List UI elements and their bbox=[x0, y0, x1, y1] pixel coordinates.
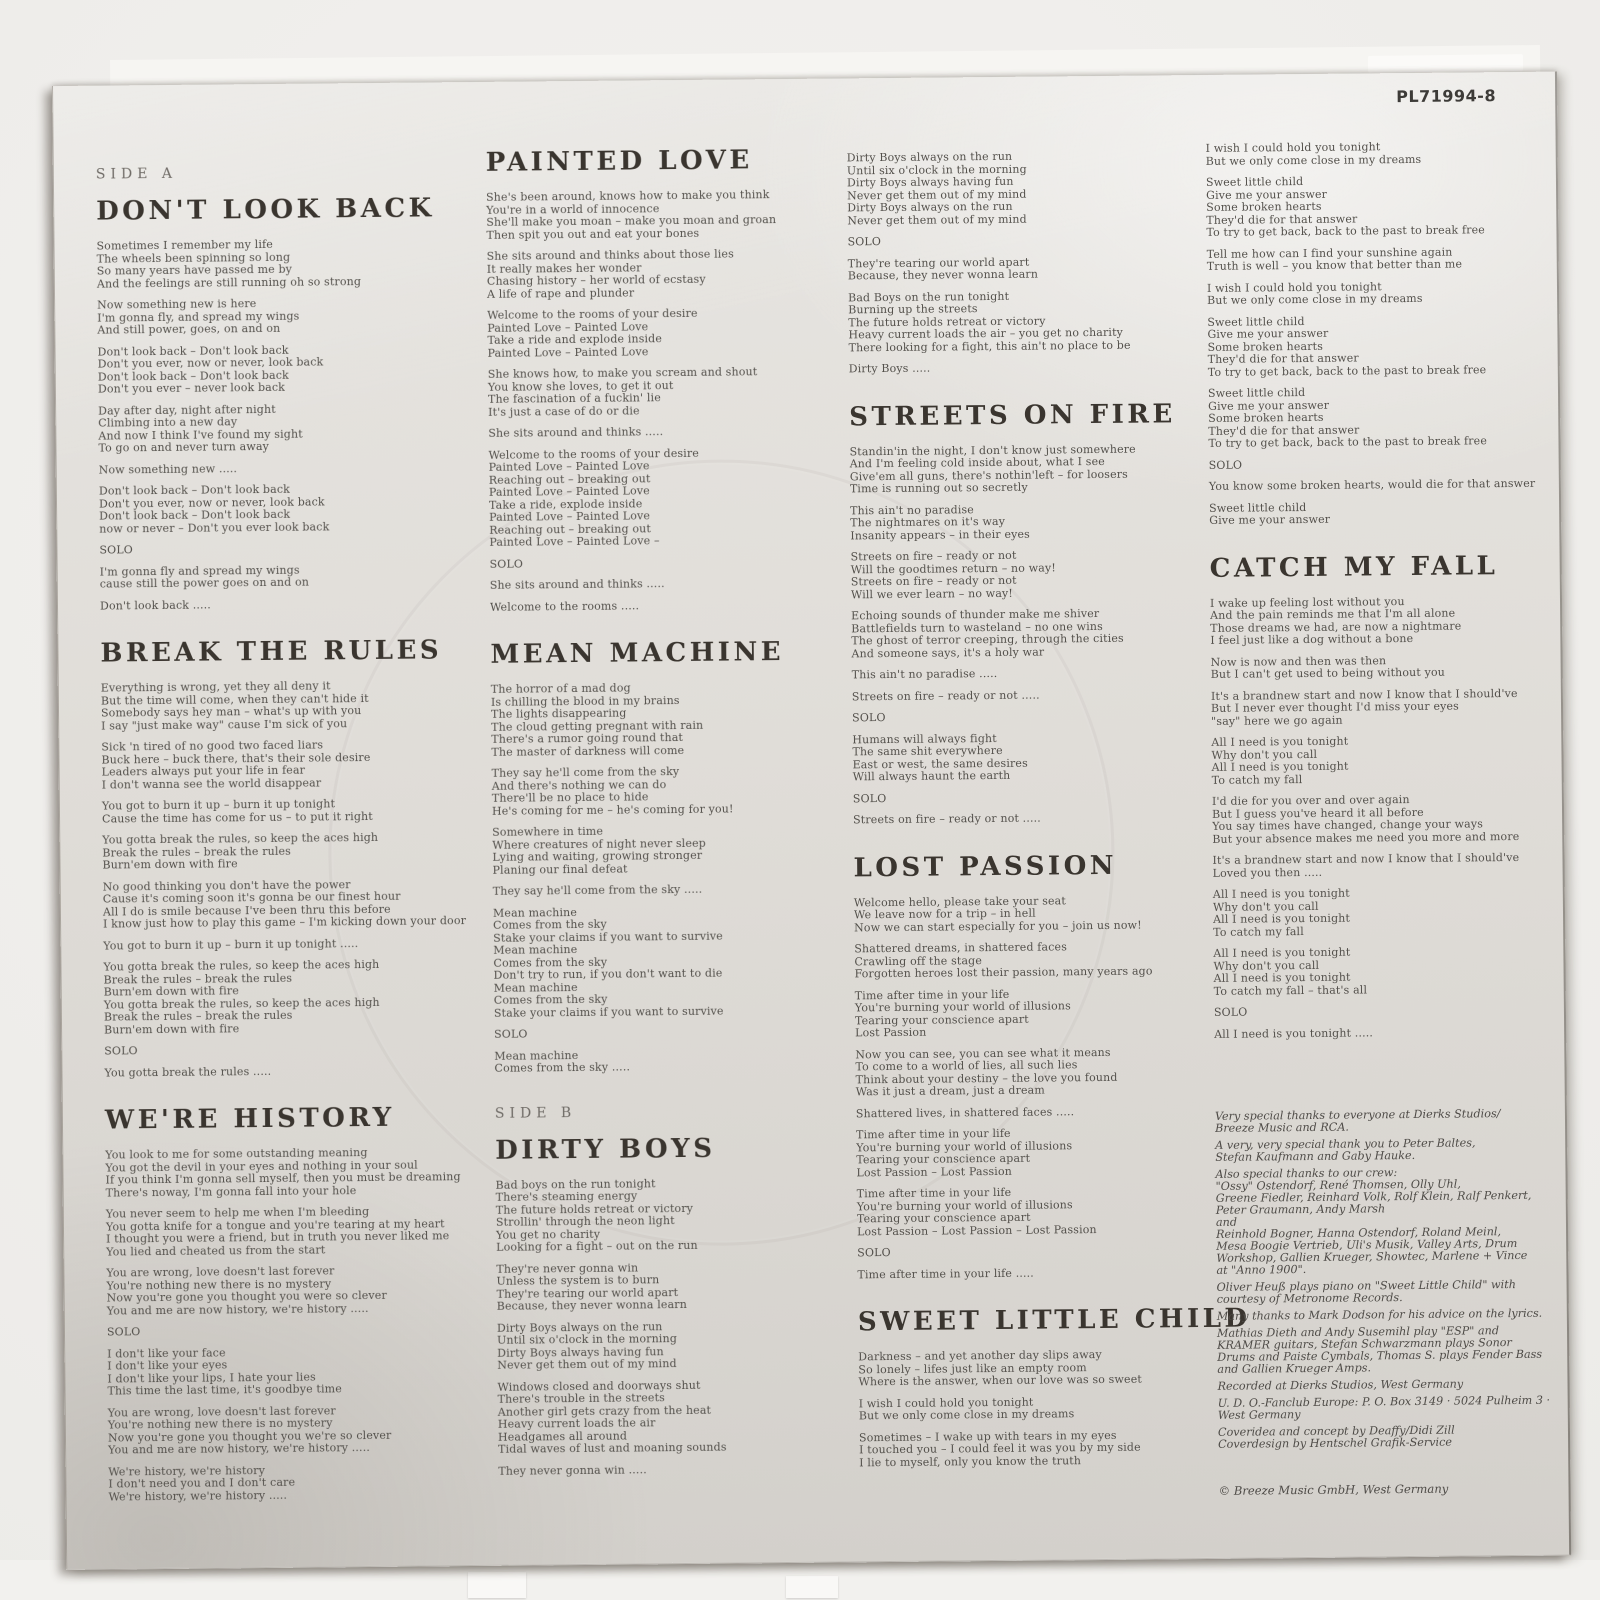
stanza: Don't look back – Don't look back Don't you ever, now or never, look back Don't look back – Don't look back Don't you ever – never look back bbox=[97, 343, 324, 396]
stanza: All I need is you tonight Why don't you call All I need is you tonight To catch my fall bbox=[1211, 734, 1349, 787]
stanza: Welcome to the rooms ..... bbox=[489, 598, 640, 614]
side-label: SIDE A bbox=[95, 165, 178, 183]
lyrics-column-4 bbox=[1206, 140, 1567, 1498]
song-title: SWEET LITTLE CHILD bbox=[857, 1303, 1251, 1338]
stanza: Now something new ..... bbox=[98, 461, 238, 477]
stanza: Mean machine Comes from the sky ..... bbox=[494, 1048, 631, 1075]
credit-paragraph: Also special thanks to our crew: "Ossy" Ostendorf, René Thomsen, Olly Uhl, Greene Fiedler, Reinhard Volk, Rolf Klein, Ralf Penkert, Peter Graumann, Andy Marsh and Reinhold Bogner, Hanna Ostendorf, Roland Meinl, Mesa Boogie Vertrieb, Uli's Musik, Valley Arts, Drum Workshop, Gallien Krueger, Showtec, Marlene + Vince at "Anno 1900". bbox=[1215, 1166, 1532, 1277]
stanza: No good thinking you don't have the power Cause it's coming soon it's gonna be our finest hour All I do is smile because I've been thru this before I know just how to play this game – I'm kicking down your door bbox=[102, 877, 467, 931]
stanza: Time after time in your life You're burning your world of illusions Tearing your conscience apart Lost Passion bbox=[854, 987, 1071, 1040]
stanza: It's a brandnew start and now I know that I should've But I never ever thought I'd miss your eyes "say" here we go again bbox=[1210, 686, 1518, 728]
stanza: The horror of a mad dog Is chilling the blood in my brains The lights disappearing The cloud getting pregnant with rain There's a rumor going round that The master of darkness will come bbox=[490, 681, 704, 759]
stanza: Streets on fire – ready or not Will the goodtimes return – no way! Streets on fire – ready or not Will we ever learn – no way! bbox=[850, 548, 1056, 601]
stanza: All I need is you tonight Why don't you call All I need is you tonight To catch my fall – that's all bbox=[1213, 945, 1368, 998]
credit-paragraph: Many thanks to Mark Dodson for his advice on the lyrics. bbox=[1216, 1306, 1543, 1323]
stanza: Bad boys on the run tonight There's steaming energy The future holds retreat or victory Strollin' through the neon light You get no charity Looking for a fight – out on the run bbox=[495, 1176, 698, 1254]
stanza: You gotta break the rules, so keep the aces high Break the rules – break the rules Burn'em down with fire You gotta break the rules, so keep the aces high Break the rules – break the rules Burn'em down with fire bbox=[103, 957, 380, 1037]
lyrics-column-1 bbox=[95, 163, 467, 1512]
stanza: You look to me for some outstanding meaning You got the devil in your eyes and nothing in your soul If you think I'm gonna sell myself, then you must be dreaming There's noway, I'm gonna fall into your hole bbox=[105, 1146, 461, 1200]
stanza: This ain't no paradise The nightmares on it's way Insanity appears – in their eyes bbox=[850, 502, 1030, 542]
stanza: This ain't no paradise ..... bbox=[851, 666, 998, 682]
stanza: I wish I could hold you tonight But we only come close in my dreams bbox=[1206, 279, 1423, 307]
stanza: She sits around and thinks ..... bbox=[488, 425, 664, 440]
credit-paragraph: Oliver Heuß plays piano on "Sweet Little Child" with courtesy of Metronome Records. bbox=[1216, 1278, 1516, 1306]
stanza: Standin'in the night, I don't know just somewhere And I'm feeling cold inside about, what I see Give'em all guns, there's nothin'left – for loosers Time is running out so secretly bbox=[849, 442, 1136, 496]
stanza: They never gonna win ..... bbox=[498, 1462, 647, 1478]
song-title: PAINTED LOVE bbox=[485, 145, 753, 178]
stanza: Day after day, night after night Climbing into a new day And now I think I've found my sight To go on and never turn away bbox=[98, 402, 303, 455]
stanza: SOLO bbox=[106, 1325, 141, 1339]
stanza: Sweet little child Give me your answer Some broken hearts They'd die for that answer To try to get back, back to the past to break free bbox=[1207, 314, 1487, 379]
stanza: All I need is you tonight ..... bbox=[1214, 1025, 1374, 1041]
song-title: LOST PASSION bbox=[853, 850, 1118, 883]
stanza: Echoing sounds of thunder make me shiver Battlefields turn to wasteland – no one wins The ghost of terror creeping, through the cities And someone says, it's a holy war bbox=[851, 606, 1124, 660]
stanza: Sick 'n tired of no good two faced liars Buck here – buck there, that's their sole desire Leaders always put your life in fear I don't wanna see the world disappear bbox=[101, 738, 371, 792]
stand-tab bbox=[786, 1576, 838, 1598]
stanza: Everything is wrong, yet they all deny it But the time will come, when they can't hide it Somebody says hey man – what's up with you I say "just make way" cause I'm sick of you bbox=[100, 679, 369, 733]
stanza: Now is now and then was then But I can't get used to being without you bbox=[1210, 653, 1446, 681]
stanza: I wish I could hold you tonight But we only come close in my dreams bbox=[858, 1395, 1075, 1423]
song-title: MEAN MACHINE bbox=[490, 637, 785, 670]
stanza: Tell me how can I find your sunshine again Truth is well – you know that better than me bbox=[1206, 245, 1463, 273]
stanza: Don't look back – Don't look back Don't you ever, now or never, look back Don't look back – Don't look back now or never – Don't you ever look back bbox=[98, 482, 330, 536]
stanza: Streets on fire – ready or not ..... bbox=[851, 688, 1040, 703]
stanza: Bad Boys on the run tonight Burning up the streets The future holds retreat or victory Heavy current loads the air – you get no charity There looking for a fight, this ain't no place to be bbox=[848, 289, 1131, 354]
stanza: She sits around and thinks about those lies It really makes her wonder Chasing history – her world of ecstasy A life of rape and plunder bbox=[486, 247, 734, 301]
stanza: You are wrong, love doesn't last forever You're nothing new there is no mystery Now you're gone you thought you were so clever You and me are now history, we're history ..... bbox=[106, 1264, 387, 1318]
credit-paragraph: A very, very special thank you to Peter Baltes, Stefan Kaufmann and Gaby Hauke. bbox=[1215, 1136, 1476, 1164]
stanza: Now something new is here I'm gonna fly, and spread my wings And still power, goes, on and on bbox=[97, 297, 300, 337]
stanza: Darkness – and yet another day slips away So lonely – lifes just like an empty room Where is the answer, when our love was so sweet bbox=[858, 1347, 1142, 1389]
stanza: Somewhere in time Where creatures of night never sleep Lying and waiting, growing stronger Planing our final defeat bbox=[492, 824, 706, 877]
stanza: Time after time in your life You're burning your world of illusions Tearing your conscience apart Lost Passion – Lost Passion bbox=[856, 1126, 1073, 1179]
copyright-line: © Breeze Music GmbH, West Germany bbox=[1218, 1481, 1449, 1498]
stanza: SOLO bbox=[857, 1246, 891, 1260]
stanza: SOLO bbox=[1208, 458, 1243, 472]
lyric-sheet bbox=[52, 72, 1571, 1570]
stanza: Sweet little child Give me your answer bbox=[1209, 500, 1331, 527]
stanza: She's been around, knows how to make you think You're in a world of innocence She'll make you moan – make you moan and groan Then spit you out and eat your bones bbox=[486, 188, 777, 242]
stanza: Shattered lives, in shattered faces ..... bbox=[855, 1104, 1075, 1120]
song-title: BREAK THE RULES bbox=[100, 635, 443, 669]
stanza: You got to burn it up – burn it up tonight ..... bbox=[103, 936, 359, 953]
stanza: Dirty Boys ..... bbox=[848, 361, 931, 376]
song-title: DON'T LOOK BACK bbox=[96, 193, 435, 227]
stanza: Time after time in your life You're burning your world of illusions Tearing your conscience apart Lost Passion – Lost Passion – Lost Passion bbox=[856, 1185, 1097, 1238]
side-label: SIDE B bbox=[494, 1104, 577, 1122]
stanza: I don't like your face I don't like your eyes I don't like your lips, I hate your lies This time the last time, it's goodbye time bbox=[107, 1345, 342, 1398]
credit-paragraph: U. D. O.-Fanclub Europe: P. O. Box 3149 · 5024 Pulheim 3 · West Germany bbox=[1217, 1393, 1551, 1422]
stanza: Sometimes – I wake up with tears in my eyes I touched you – I could feel it was you by my side I lie to myself, only you know the truth bbox=[858, 1428, 1141, 1469]
stanza: I wake up feeling lost without you And the pain reminds me that I'm all alone Those dreams we had, are now a nightmare I feel just like a dog without a bone bbox=[1209, 594, 1462, 647]
stanza: Shattered dreams, in shattered faces Crawling off the stage Forgotten heroes lost their passion, many years ago bbox=[854, 940, 1153, 981]
stanza: They're tearing our world apart Because, they never wonna learn bbox=[847, 255, 1039, 283]
stanza: You are wrong, love doesn't last forever You're nothing new there is no mystery Now you're gone you thought you we're so clever You and me are now history, we're history ..... bbox=[107, 1403, 392, 1457]
stanza: You know some broken hearts, would die for that answer bbox=[1208, 476, 1536, 493]
stanza: She sits around and thinks ..... bbox=[489, 577, 665, 592]
inner-liner-sliver bbox=[1368, 54, 1523, 73]
stanza: Time after time in your life ..... bbox=[857, 1266, 1034, 1281]
stanza: Don't look back ..... bbox=[99, 597, 211, 613]
stanza: SOLO bbox=[847, 235, 882, 249]
stanza: You gotta break the rules ..... bbox=[104, 1064, 272, 1080]
stanza: They say he'll come from the sky ..... bbox=[492, 882, 703, 898]
stanza: Dirty Boys always on the run Until six o'clock in the morning Dirty Boys always having fun Never get them out of my mind Dirty Boys always on the run Never get them out of my mind bbox=[846, 149, 1027, 227]
stanza: They're never gonna win Unless the system is to burn They're tearing our world apart Because, they never wonna learn bbox=[496, 1260, 687, 1313]
stanza: SOLO bbox=[852, 711, 886, 725]
stanza: Welcome to the rooms of your desire Painted Love – Painted Love Reaching out – breaking out Painted Love – Painted Love Take a ride, explode inside Painted Love – Painted Love Reaching out – breaking out Painted Love – Painted Love – bbox=[488, 446, 700, 549]
stanza: SOLO bbox=[852, 791, 887, 805]
stanza: Humans will always fight The same shit everywhere East or west, the same desires Will always haunt the earth bbox=[852, 731, 1028, 784]
catalog-number: PL71994-8 bbox=[1396, 86, 1497, 107]
stanza: It's a brandnew start and now I know that I should've Loved you then ..... bbox=[1212, 850, 1520, 880]
stanza: I'm gonna fly and spread my wings cause still the power goes on and on bbox=[99, 563, 310, 591]
stanza: Sometimes I remember my life The wheels been spinning so long So many years have passed me by And the feelings are still running oh so strong bbox=[96, 237, 362, 291]
credit-paragraph: Recorded at Dierks Studios, West Germany bbox=[1217, 1377, 1464, 1393]
stanza: Mean machine Comes from the sky Stake your claims if you want to survive Mean machine Comes from the sky Don't try to run, if you don't want to die Mean machine Comes from the sky Stake your claims if you want to survive bbox=[492, 905, 724, 1020]
stanza: SOLO bbox=[489, 557, 524, 571]
stanza: All I need is you tonight Why don't you call All I need is you tonight To catch my fall bbox=[1212, 886, 1351, 939]
stanza: I'd die for you over and over again But I guess you've heard it all before You say times have changed, change your ways But your absence makes me need you more and more bbox=[1211, 793, 1520, 846]
stanza: We're history, we're history I don't need you and I don't care We're history, we're history ..... bbox=[108, 1463, 296, 1504]
credit-paragraph: Very special thanks to everyone at Dierks Studios/ Breeze Music and RCA. bbox=[1214, 1107, 1501, 1135]
stanza: Sweet little child Give me your answer Some broken hearts They'd die for that answer To try to get back, back to the past to break free bbox=[1207, 385, 1488, 450]
stanza: SOLO bbox=[104, 1044, 138, 1058]
credit-paragraph: Mathias Dieth and Andy Susemihl play "ESP" and KRAMER guitars, Stefan Schwarzmann plays Sonor Drums and Paiste Cymbals, Thomas S. plays Fender Bass and Gallien Krueger Amps. bbox=[1216, 1324, 1543, 1376]
stanza: I wish I could hold you tonight But we only come close in my dreams bbox=[1205, 140, 1422, 168]
lyrics-column-2 bbox=[486, 145, 829, 1487]
stanza: Sweet little child Give me your answer Some broken hearts They'd die for that answer To try to get back, back to the past to break free bbox=[1205, 174, 1485, 239]
stanza: Welcome to the rooms of your desire Painted Love – Painted Love Take a ride and explode inside Painted Love – Painted Love bbox=[487, 306, 698, 360]
song-title: WE'RE HISTORY bbox=[104, 1102, 395, 1136]
stanza: You got to burn it up – burn it up tonight Cause the time has come for us – to put it right bbox=[101, 797, 373, 826]
stanza: Now you can see, you can see what it means To come to a world of lies, all such lies Think about your destiny – the love you found Was it just a dream, just a dream bbox=[855, 1045, 1118, 1099]
credit-paragraph: Coveridea and concept by Deaffy/Didi Zill Coverdesign by Hentschel Grafik-Service bbox=[1217, 1423, 1455, 1451]
stanza: Windows closed and doorways shut There's trouble in the streets Another girl gets crazy from the heat Heavy current loads the air Headgames all around Tidal waves of lust and moaning sounds bbox=[497, 1378, 727, 1456]
lyrics-column-3 bbox=[846, 149, 1251, 1478]
stanza: Streets on fire – ready or not ..... bbox=[853, 811, 1041, 827]
song-title: DIRTY BOYS bbox=[495, 1133, 716, 1166]
stanza: You gotta break the rules, so keep the aces high Break the rules – break the rules Burn'em down with fire bbox=[102, 830, 379, 872]
stand-tab bbox=[468, 1572, 526, 1598]
stanza: SOLO bbox=[99, 543, 134, 557]
stanza: SOLO bbox=[1213, 1005, 1248, 1019]
stanza: Dirty Boys always on the run Until six o'clock in the morning Dirty Boys always having fun Never get them out of my mind bbox=[496, 1319, 678, 1372]
stanza: They say he'll come from the sky And there's nothing we can do There'll be no place to hide He's coming for me – he's coming for you! bbox=[491, 765, 734, 818]
song-title: STREETS ON FIRE bbox=[849, 398, 1176, 432]
stanza: SOLO bbox=[494, 1027, 528, 1041]
stanza: Welcome hello, please take your seat We leave now for a trip – in hell Now we can start especially for you – join us now! bbox=[853, 893, 1142, 934]
stanza: You never seem to help me when I'm bleeding You gotta knife for a tongue and you're tearing at my heart I thought you were a friend, but in truth you never liked me You lied and cheated us from the start bbox=[105, 1205, 450, 1259]
song-title: CATCH MY FALL bbox=[1209, 550, 1499, 584]
stanza: She knows how, to make you scream and shout You know she loves, to get it out The fascination of a fuckin' lie It's just a case of do or die bbox=[487, 365, 758, 419]
